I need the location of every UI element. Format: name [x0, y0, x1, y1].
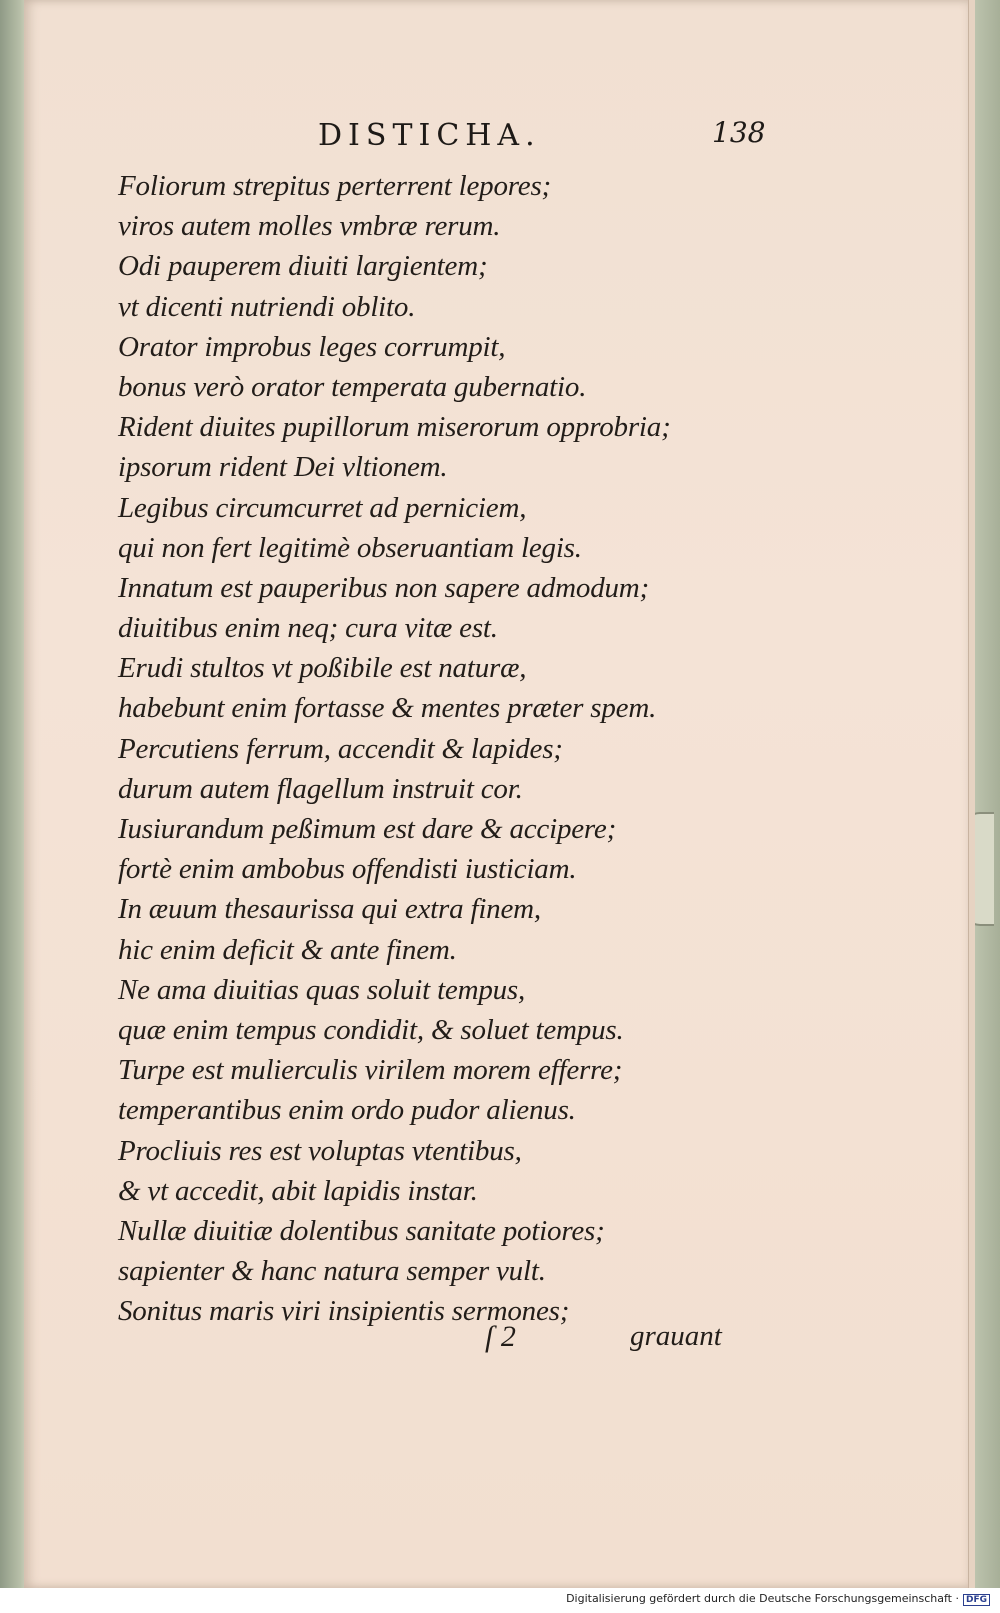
text-line: Odi pauperem diuiti largientem; — [118, 250, 488, 283]
text-line: ipsorum rident Dei vltionem. — [118, 451, 448, 484]
dfg-logo: DFG — [963, 1594, 990, 1606]
credit-text: Digitalisierung gefördert durch die Deutsche Forschungsgemeinschaft · — [566, 1592, 959, 1605]
digitization-credit — [566, 1592, 990, 1606]
page-edge — [968, 0, 975, 1588]
text-line: Percutiens ferrum, accendit & lapides; — [118, 732, 563, 765]
text-line: temperantibus enim ordo pudor alienus. — [118, 1094, 576, 1127]
text-line: Ne ama diuitias quas soluit tempus, — [118, 973, 526, 1006]
text-line: Sonitus maris viri insipientis sermones; — [118, 1295, 570, 1328]
text-line: vt dicenti nutriendi oblito. — [118, 290, 416, 323]
text-line: habebunt enim fortasse & mentes præter spem. — [118, 692, 657, 725]
signature-mark: ſ 2 — [485, 1320, 516, 1353]
text-line: Erudi stultos vt poßibile est naturæ, — [118, 652, 527, 685]
text-line: Orator improbus leges corrumpit, — [118, 330, 506, 363]
text-line: Nullæ diuitiæ dolentibus sanitate potiores; — [118, 1214, 605, 1247]
text-line: Procliuis res est voluptas vtentibus, — [118, 1134, 522, 1167]
text-line: bonus verò orator temperata gubernatio. — [118, 370, 587, 403]
text-body — [118, 166, 758, 1331]
text-line: fortè enim ambobus offendisti iusticiam. — [118, 853, 577, 886]
text-line: Innatum est pauperibus non sapere admodum; — [118, 571, 650, 604]
text-line: & vt accedit, abit lapidis instar. — [118, 1174, 478, 1207]
text-line: Iusiurandum peßimum est dare & accipere; — [118, 813, 617, 845]
text-line: Legibus circumcurret ad perniciem, — [118, 491, 527, 524]
running-header: DISTICHA. — [318, 118, 541, 153]
text-line: viros autem molles vmbræ rerum. — [118, 210, 501, 243]
text-line: hic enim deficit & ante finem. — [118, 933, 457, 966]
page-number: 138 — [712, 116, 766, 149]
text-line: quæ enim tempus condidit, & soluet tempus. — [118, 1013, 624, 1046]
catchword: grauant — [630, 1320, 722, 1352]
text-line: Turpe est mulierculis virilem morem efferre; — [118, 1054, 623, 1087]
text-line: In æuum thesaurissa qui extra finem, — [118, 893, 541, 926]
text-line: Foliorum strepitus perterrent lepores; — [118, 170, 551, 202]
text-line: sapienter & hanc natura semper vult. — [118, 1255, 546, 1288]
text-line: Rident diuites pupillorum miserorum opprobria; — [118, 411, 671, 444]
text-line: durum autem flagellum instruit cor. — [118, 772, 523, 805]
text-line: diuitibus enim neq; cura vitæ est. — [118, 612, 498, 645]
text-line: qui non fert legitimè obseruantiam legis. — [118, 531, 582, 564]
